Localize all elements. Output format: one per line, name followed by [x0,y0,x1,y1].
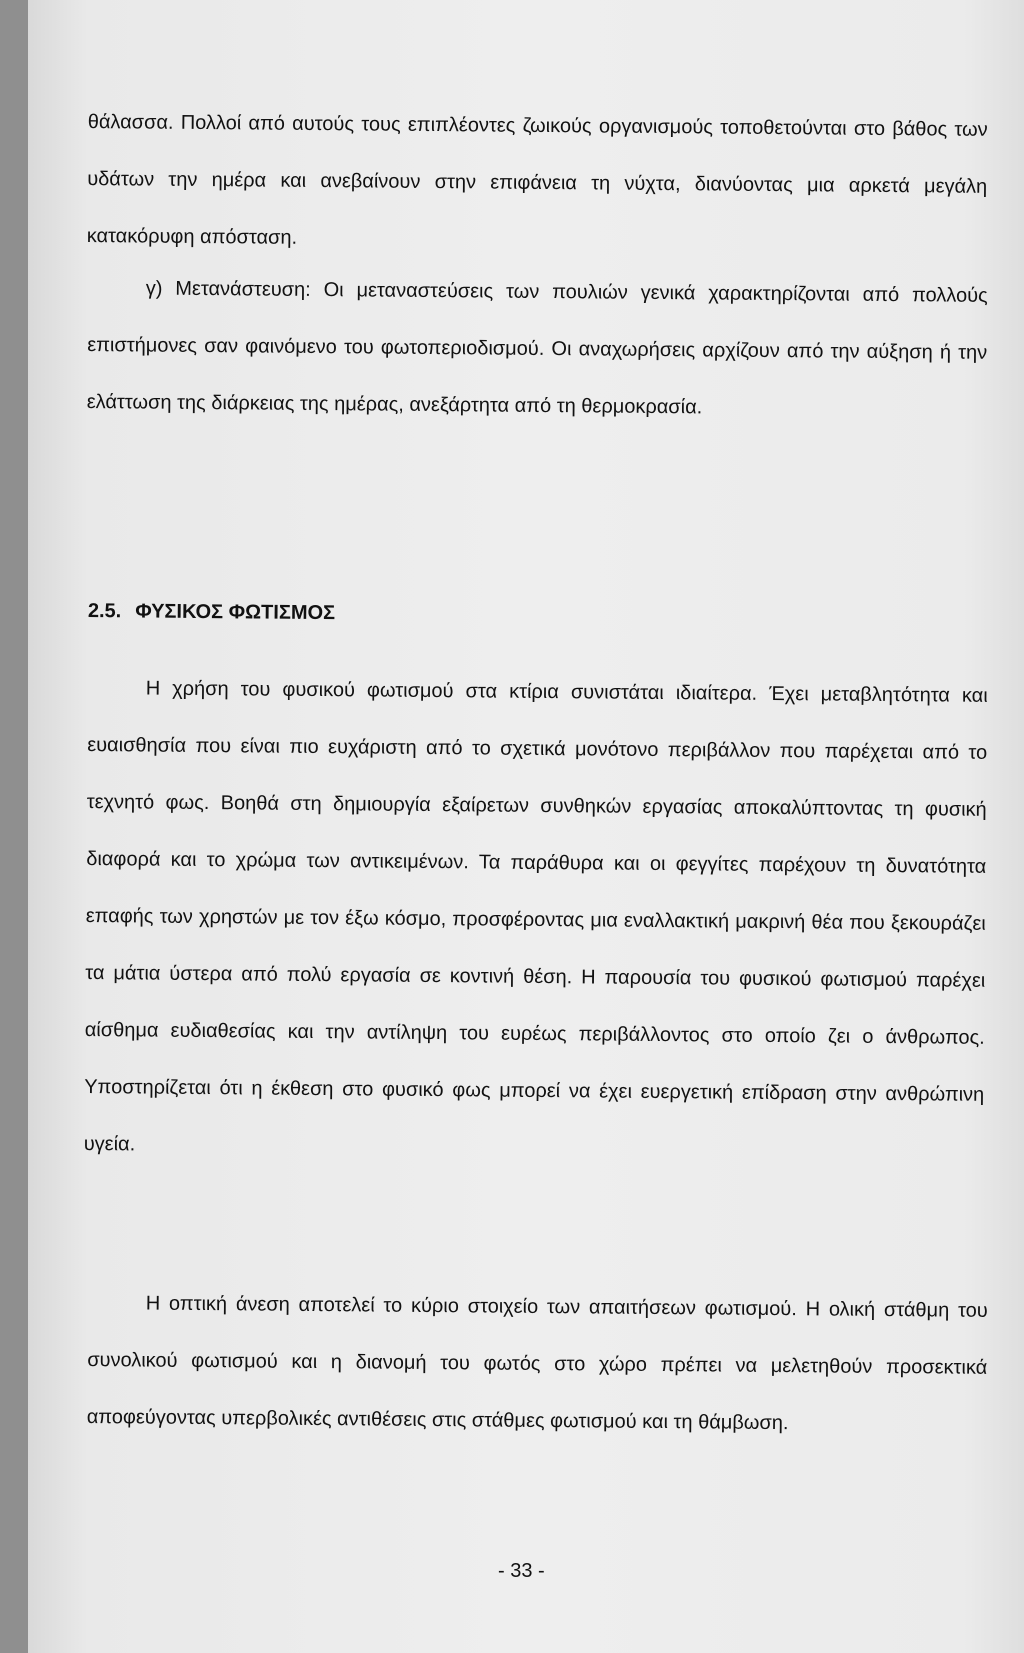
section-paragraph-1: Η χρήση του φυσικού φωτισμού στα κτίρια συνιστάται ιδιαίτερα. Έχει μεταβλητότητα και ευαισθησία που είναι πιο ευχάριστη από το σχετικά μονότονο περιβάλλον που παρέχεται από το τεχνητό φως. Βοηθά στη δημιουργία εξαίρετων συνθηκών εργασίας αποκαλύπτοντας τη φυσική διαφορά και το χρώμα των αντικειμένων. Τα παράθυρα και οι φεγγίτες παρέχουν τη δυνατότητα επαφής των χρηστών με τον έξω κόσμο, προσφέροντας μια εναλλακτική μακρινή θέα που ξεκουράζει τα μάτια ύστερα από πολύ εργασία σε κοντινή θέση. Η παρουσία του φυσικού φωτισμού παρέχει αίσθημα ευδιαθεσίας και την αντίληψη του ευρέως περιβάλλοντος στο οποίο ζει ο άνθρωπος. Υποστηρίζεται ότι η έκθεση στο φυσικό φως μπορεί να έχει ευεργετική επίδραση στην ανθρώπινη υγεία. [83,677,988,1156]
section-paragraph-2: Η οπτική άνεση αποτελεί το κύριο στοιχείο των απαιτήσεων φωτισμού. Η ολική στάθμη του συνολικού φωτισμού και η διανομή του φωτός στο χώρο πρέπει να μελετηθούν προσεκτικά αποφεύγοντας υπερβολικές αντιθέσεις στις στάθμες φωτισμού και τη θάμβωση. [86,1292,988,1435]
section-title: ΦΥΣΙΚΟΣ ΦΩΤΙΣΜΟΣ [135,600,336,625]
migration-paragraph: γ) Μετανάστευση: Οι μεταναστεύσεις των πουλιών γενικά χαρακτηρίζονται από πολλούς επιστήμονες σαν φαινόμενο του φωτοπεριοδισμού. Οι αναχωρήσεις αρχίζουν από την αύξηση ή την ελάττωση της διάρκειας της ημέρας, ανεξάρτητα από τη θερμοκρασία. [86,277,988,419]
section-number: 2.5. [87,600,122,623]
page-number: - 33 - [498,1560,545,1582]
intro-paragraph: θάλασσα. Πολλοί από αυτούς τους επιπλέοντες ζωικούς οργανισμούς τοποθετούνται στο βάθος των υδάτων την ημέρα και ανεβαίνουν στην επιφάνεια τη νύχτα, διανύοντας μια αρκετά μεγάλη κατακόρυφη απόσταση. [86,110,988,249]
document-page [28,0,1024,1653]
section-heading [88,600,335,625]
